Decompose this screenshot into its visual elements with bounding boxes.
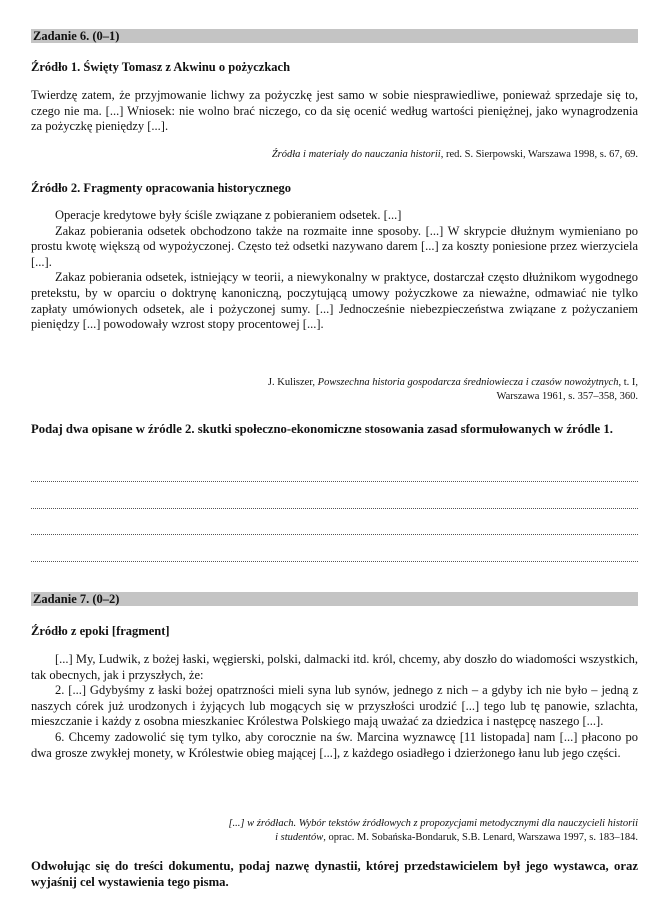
task7-source-paragraph-3: 6. Chcemy zadowolić się tym tylko, aby corocznie na św. Marcina wyznawcę [11 listopada] nam [...] płacono po dwa grosze zwykłej monety, w Królestwie obieg mającej [...], z każdego osiadłego i dzierżonego łanu lub jego części. (31, 729, 638, 760)
task7-question: Odwołując się do treści dokumentu, podaj nazwę dynastii, której przedstawicielem był jego wystawca, oraz wyjaśnij cel wystawienia tego pisma. (31, 859, 638, 889)
task6-source2-cite-rest1: , t. I, (618, 377, 638, 388)
answer-line[interactable] (31, 561, 638, 562)
task6-source1-cite-rest: , red. S. Sierpowski, Warszawa 1998, s. 67, 69. (440, 149, 638, 160)
task6-source2-title: Źródło 2. Fragmenty opracowania historycznego (31, 181, 292, 195)
task6-source2-cite-line-1 (31, 376, 638, 390)
task7-source-paragraph-2: 2. [...] Gdybyśmy z łaski bożej opatrzności mieli syna lub synów, jednego z nich – a gdyby ich nie było – jedną z naszych córek już urodzonych i żyjących lub mogących się w przyszłości urodzić [...] tego lub tę panowie, szlachta, mieszczanie i każdy z osobna mieszkaniec Królestwa Polskiego mają uważać za dziedzica i następcę naszego [...]. (31, 683, 638, 729)
task7-source-paragraph-1: [...] My, Ludwik, z bożej łaski, węgierski, polski, dalmacki itd. król, chcemy, aby doszło do wiadomości wszystkich, tak obecnych, jak i przyszłych, że: (31, 652, 638, 682)
task6-source1-text (31, 88, 638, 135)
task6-source2-paragraph-3: Zakaz pobierania odsetek, istniejący w teorii, a niewykonalny w praktyce, dostarczał często dłużnikom wygodnego pretekstu, by w oparciu o doktrynę kanoniczną, poczytującą umowy pożyczkowe za nieważne, odmawiać nie tylko zapłaty umówionych odsetek, ale i pożyczonej sumy. [...] Jednocześnie niebezpieczeństwa związane z pożyczaniem pieniędzy [...] powodowały wzrost stopy procentowej [...]. (31, 270, 638, 332)
task6-source2-text (31, 208, 638, 333)
task7-cite-line-1 (31, 817, 638, 831)
task7-source-citation (31, 817, 638, 844)
task6-header: Zadanie 6. (0–1) (31, 29, 638, 43)
task6-question: Podaj dwa opisane w źródle 2. skutki społeczno-ekonomiczne stosowania zasad sformułowanych w źródle 1. (31, 422, 613, 436)
task7-header: Zadanie 7. (0–2) (31, 592, 638, 606)
answer-line[interactable] (31, 481, 638, 482)
answer-line[interactable] (31, 508, 638, 509)
task6-source2-paragraph-1: Operacje kredytowe były ściśle związane z pobieraniem odsetek. [...] (55, 208, 402, 222)
task7-source-title: Źródło z epoki [fragment] (31, 624, 170, 638)
task6-source2-cite-rest2: Warszawa 1961, s. 357–358, 360. (496, 390, 638, 402)
task6-source2-paragraph-2: Zakaz pobierania odsetek obchodzono także na rozmaite inne sposoby. [...] W skrypcie dłużnym wymieniano po prostu kwotę większą od wypożyczonej. Często też odsetki nazywano darem [...] za koszty poniesione przez wierzyciela [...]. (31, 223, 638, 269)
task6-source1-title: Źródło 1. Święty Tomasz z Akwinu o pożyczkach (31, 60, 291, 74)
task6-source1-cite-title: Źródła i materiały do nauczania historii (271, 149, 441, 160)
task7-cite-line-1-text: [...] w źródłach. Wybór tekstów źródłowych z propozycjami metodycznymi dla nauczycieli historii (228, 818, 638, 829)
task6-source1-citation (31, 148, 638, 162)
task6-source2-citation (31, 376, 638, 403)
task6-source2-cite-author: J. Kuliszer, (267, 377, 318, 388)
task7-source-text (31, 652, 638, 761)
task6-source2-cite-title: Powszechna historia gospodarcza średniowiecza i czasów nowożytnych (317, 377, 619, 388)
answer-line[interactable] (31, 534, 638, 535)
task7-cite-line-2-italic: i studentów (275, 831, 324, 843)
task6-source1-paragraph: Twierdzę zatem, że przyjmowanie lichwy za pożyczkę jest samo w sobie niesprawiedliwe, ponieważ sprzedaje się to, czego nie ma. [...] Wniosek: nie wolno brać niczego, co da się ocenić według wartości pieniężnej, jako wynagrodzenia za pożyczkę pieniędzy [...]. (31, 88, 638, 134)
task7-cite-line-2 (31, 831, 638, 845)
task7-cite-line-2-rest: , oprac. M. Sobańska-Bondaruk, S.B. Lenard, Warszawa 1997, s. 183–184. (323, 831, 638, 843)
